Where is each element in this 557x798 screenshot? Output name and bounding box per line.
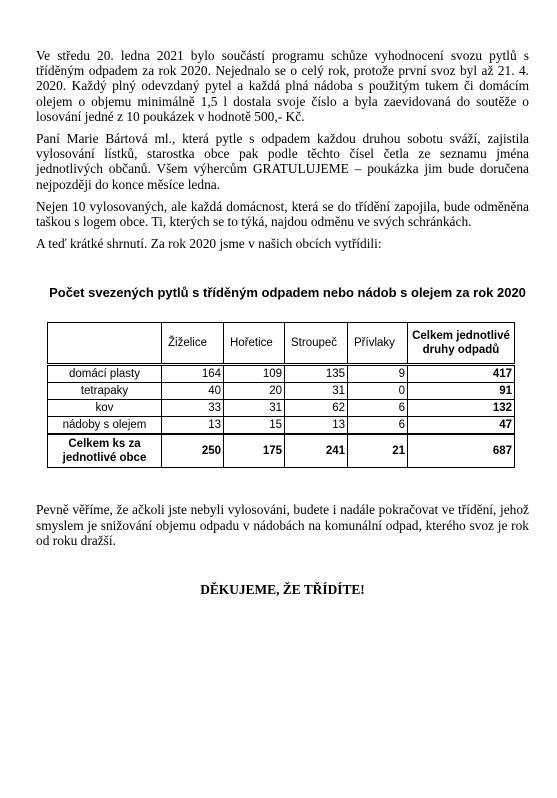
table-cell-total: 175 [224,434,285,468]
table-cell: 9 [348,365,408,383]
paragraph-draw: Paní Marie Bártová ml., která pytle s odpadem každou druhou sobotu sváží, zajistila vylosování lístků, starostka obce pak podle těchto čísel četla ze seznamu jména jednotlivých občanů. Všem výhercům GRATULUJEME – poukázka jim bude doručena nejpozději do konce měsíce ledna. [36,131,529,192]
row-label: nádoby s olejem [48,417,162,435]
table-cell-total: 47 [408,417,515,435]
table-cell-total: 91 [408,383,515,400]
column-header: Přívlaky [348,323,408,365]
table-cell-total: 132 [408,400,515,417]
table-row [48,365,515,383]
column-header: Hořetice [224,323,285,365]
paragraph-reward: Nejen 10 vylosovaných, ale každá domácnost, která se do třídění zapojila, bude odměněna taškou s logem obce. Ti, kterých se to týká, najdou odměnu ve svých schránkách. [36,198,529,230]
table-cell: 31 [285,383,348,400]
row-label: kov [48,400,162,417]
paragraph-closing: Pevně věříme, že ačkoli jste nebyli vylosováni, budete i nadále pokračovat ve třídění, jehož smyslem je snižování objemu odpadu v nádobách na komunální odpad, kterého svoz je rok od roku dražší. [36,502,529,548]
total-row-label: Celkem ks za jednotlivé obce [48,434,162,468]
table-cell: 13 [162,417,224,435]
table-cell: 62 [285,400,348,417]
table-row [48,383,515,400]
table-row [48,417,515,435]
table-cell-total: 241 [285,434,348,468]
table-cell: 164 [162,365,224,383]
column-header [48,323,162,365]
table-cell: 6 [348,417,408,435]
table-cell-total: 250 [162,434,224,468]
table-title: Počet svezených pytlů s tříděným odpadem nebo nádob s olejem za rok 2020 [49,285,526,301]
column-header: Stroupeč [285,323,348,365]
paragraph-intro: Ve středu 20. ledna 2021 bylo součástí programu schůze vyhodnocení svozu pytlů s tříděným odpadem za rok 2020. Nejednalo se o celý rok, protože první svoz byl až 21. 4. 2020. Každý plný odevzdaný pytel a každá plná nádoba s použitým tukem či domácím olejem o objemu minimálně 1,5 l dostala svoje číslo a byla zaevidovaná do soutěže o losování jedné z 10 poukázek v hodnotě 500,- Kč. [36,48,529,124]
table-cell-total: 21 [348,434,408,468]
table-cell: 31 [224,400,285,417]
row-label: domácí plasty [48,365,162,383]
table-cell: 0 [348,383,408,400]
table-cell: 40 [162,383,224,400]
table-cell-total: 417 [408,365,515,383]
table-cell: 6 [348,400,408,417]
row-label: tetrapaky [48,383,162,400]
column-header-total: Celkem jednotlivé druhy odpadů [408,323,515,365]
table-cell: 33 [162,400,224,417]
table-cell: 109 [224,365,285,383]
table-cell: 135 [285,365,348,383]
grand-total-cell: 687 [408,434,515,468]
table-cell: 15 [224,417,285,435]
thanks-heading: DĚKUJEME, ŽE TŘÍDÍTE! [200,582,365,598]
waste-stats-table [47,322,515,468]
paragraph-summary-lead: A teď krátké shrnutí. Za rok 2020 jsme v našich obcích vytřídili: [36,236,382,252]
document-page [36,48,529,598]
column-header: Žiželice [162,323,224,365]
table-total-row [48,434,515,468]
table-cell: 13 [285,417,348,435]
table-cell: 20 [224,383,285,400]
table-header-row [48,323,515,365]
table-row [48,400,515,417]
